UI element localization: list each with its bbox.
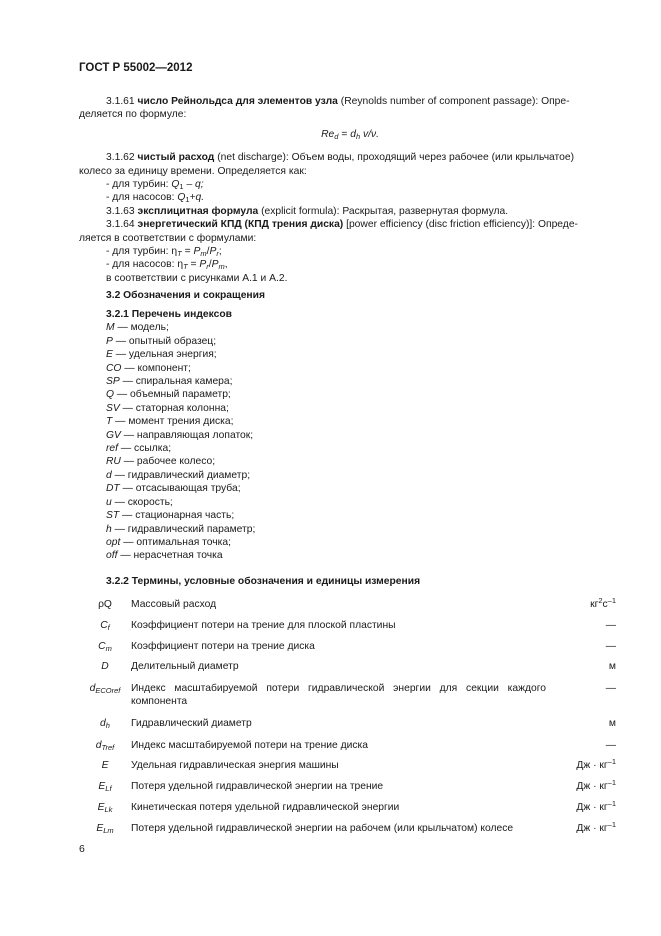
f-re-sub: d	[334, 131, 339, 141]
clause-number: 3.1.62	[106, 152, 135, 164]
index-item	[79, 335, 616, 348]
term-unit	[546, 822, 616, 843]
term-description: Делительный диаметр	[131, 661, 239, 672]
term-row	[79, 619, 616, 640]
clause-term: число Рейнольдса для элементов узла	[137, 96, 338, 107]
index-description: — объемный параметр;	[114, 389, 231, 401]
index-symbol: h	[106, 523, 112, 535]
index-description: — статорная колонна;	[119, 402, 229, 414]
index-item	[79, 442, 616, 455]
unit-main: Дж · кг	[576, 802, 608, 813]
figure-reference: в соответствии с рисунками А.1 и А.2.	[106, 272, 288, 284]
unit-exponent: –1	[607, 820, 616, 829]
eta-sub: T	[177, 249, 182, 259]
index-description: — спиральная камера;	[119, 376, 233, 388]
term-description: Коэффициент потери на трение диска	[131, 641, 315, 652]
term-unit	[546, 660, 616, 682]
term-symbol	[79, 619, 131, 640]
clause-text-cont: колесо за единицу времени. Определяется как:	[79, 165, 307, 177]
clause-term: чистый расход	[137, 152, 215, 164]
term-unit	[546, 780, 616, 801]
term-row	[79, 739, 616, 759]
term-unit	[546, 619, 616, 640]
symbol-main: E	[101, 760, 109, 771]
clause-text: (explicit formula): Раскрытая, развернутая формула.	[258, 205, 509, 217]
lbl: - для турбин:	[106, 246, 172, 258]
symbol-subscript: Lm	[103, 826, 114, 835]
unit-exponent: –1	[607, 757, 616, 766]
b-sub: m	[218, 262, 225, 272]
index-description: — удельная энергия;	[112, 349, 217, 361]
index-symbol: ST	[106, 510, 120, 522]
index-symbol: E	[106, 349, 113, 361]
terms-table	[79, 598, 616, 843]
turbine-formula	[79, 178, 616, 191]
unit-main: м	[608, 661, 616, 672]
section-3-2-2	[79, 575, 616, 588]
index-item	[79, 549, 616, 562]
index-symbol: opt	[106, 536, 121, 548]
clause-number: 3.1.63	[106, 205, 135, 217]
document-header: ГОСТ Р 55002—2012	[79, 62, 193, 74]
q: Q	[177, 192, 186, 204]
index-item	[79, 455, 616, 468]
rest: +q.	[189, 192, 205, 204]
clause-text-cont: ляется в соответствии с формулами:	[79, 232, 257, 244]
a-sub: r	[206, 262, 209, 272]
term-unit	[546, 598, 616, 619]
index-description: — гидравлический параметр;	[111, 523, 256, 535]
index-symbol: SP	[106, 376, 120, 388]
term-description: Коэффициент потери на трение для плоской пластины	[131, 620, 396, 631]
term-symbol	[79, 717, 131, 739]
unit-main: —	[605, 620, 616, 631]
index-description: — момент трения диска;	[112, 416, 234, 428]
f-d: d	[350, 128, 356, 140]
index-description: — модель;	[114, 322, 169, 334]
end: ;	[218, 246, 222, 258]
index-symbol: off	[106, 550, 118, 562]
subsection-heading: 3.2.2 Термины, условные обозначения и единицы измерения	[106, 576, 421, 587]
clause-term: энергетический КПД (КПД трения диска)	[137, 219, 344, 231]
f-d-sub: h	[355, 131, 361, 141]
index-symbol: DT	[106, 483, 120, 495]
term-row	[79, 717, 616, 739]
index-description: — ссылка;	[118, 443, 172, 455]
q-sub: 1	[179, 182, 184, 192]
term-row	[79, 640, 616, 660]
slash: /	[208, 259, 212, 271]
lbl: - для насосов:	[106, 192, 178, 204]
term-symbol	[79, 801, 131, 822]
unit-second: с	[602, 599, 608, 610]
term-description: Кинетическая потеря удельной гидравлической энергии	[131, 802, 400, 813]
section-3-2-1	[79, 308, 616, 563]
subsection-heading: 3.2.1 Перечень индексов	[106, 309, 232, 320]
clause-number: 3.1.61	[106, 96, 135, 107]
index-item	[79, 536, 616, 549]
index-description: — рабочее колесо;	[120, 456, 216, 468]
symbol-main: C	[98, 641, 106, 652]
index-item	[79, 509, 616, 522]
definitions-block	[79, 95, 616, 285]
index-symbol: M	[106, 322, 115, 334]
unit-main: Дж · кг	[576, 760, 608, 771]
term-symbol	[79, 598, 131, 619]
term-symbol	[79, 640, 131, 660]
unit-main: Дж · кг	[576, 781, 608, 792]
symbol-main: ρQ	[98, 599, 112, 610]
a-sub: m	[200, 249, 207, 259]
rest: – q;	[183, 179, 204, 191]
clause-text: [power efficiency (disc friction efficiency)]: Опреде-	[343, 219, 578, 231]
term-row	[79, 822, 616, 843]
term-symbol	[79, 759, 131, 780]
f-eq: =	[338, 128, 351, 140]
index-item	[79, 348, 616, 361]
unit-second-exponent: –1	[607, 596, 616, 605]
index-description: — оптимальная точка;	[120, 536, 231, 548]
index-symbol: d	[106, 469, 112, 481]
eq: =	[187, 259, 200, 271]
symbol-subscript: Tref	[101, 743, 115, 752]
unit-main: —	[605, 740, 616, 751]
clause-3-1-62	[79, 151, 616, 164]
index-symbol: RU	[106, 456, 121, 468]
unit-exponent: 2	[598, 596, 603, 605]
symbol-subscript: ECOref	[95, 686, 121, 695]
clause-number: 3.1.64	[106, 219, 135, 231]
term-unit	[546, 739, 616, 759]
unit-main: м	[608, 718, 616, 729]
clause-term: эксплицитная формула	[137, 205, 259, 217]
term-symbol	[79, 780, 131, 801]
index-symbol: u	[106, 496, 112, 508]
q-sub: 1	[185, 195, 190, 205]
index-description: — опытный образец;	[112, 335, 217, 347]
index-description: — направляющая лопаток;	[120, 429, 254, 441]
term-unit	[546, 640, 616, 660]
index-item	[79, 388, 616, 401]
f-tail: v/ν.	[360, 128, 379, 140]
symbol-main: E	[96, 823, 104, 834]
q: Q	[171, 179, 180, 191]
symbol-subscript: m	[105, 644, 112, 653]
index-item	[79, 429, 616, 442]
term-row	[79, 780, 616, 801]
eta: η	[171, 246, 178, 258]
turbine-efficiency-formula	[79, 245, 616, 258]
index-item	[79, 496, 616, 509]
unit-main: Дж · кг	[576, 823, 608, 834]
term-row	[79, 682, 616, 717]
term-description: Удельная гидравлическая энергия машины	[131, 760, 339, 771]
index-symbol: CO	[106, 362, 122, 374]
symbol-subscript: h	[105, 721, 110, 730]
index-description: — стационарная часть;	[119, 510, 235, 522]
symbol-main: d	[89, 683, 96, 694]
symbol-subscript: Lk	[104, 805, 113, 814]
index-symbol: SV	[106, 402, 120, 414]
clause-3-1-64	[79, 218, 616, 231]
index-item	[79, 321, 616, 334]
pump-formula	[79, 191, 616, 204]
section-3-2	[79, 289, 616, 302]
page-number: 6	[79, 843, 85, 855]
term-description: Потеря удельной гидравлической энергии на трение	[131, 781, 384, 792]
index-description: — гидравлический диаметр;	[111, 469, 251, 481]
symbol-main: C	[100, 620, 108, 631]
b: P	[209, 246, 217, 258]
term-symbol	[79, 739, 131, 759]
unit-main: —	[605, 641, 616, 652]
clause-3-1-63	[79, 205, 616, 218]
a: P	[193, 246, 201, 258]
index-symbol: P	[106, 335, 113, 347]
lbl: - для турбин:	[106, 179, 172, 191]
index-item	[79, 375, 616, 388]
term-row	[79, 660, 616, 682]
symbol-main: d	[95, 740, 102, 751]
index-item	[79, 415, 616, 428]
index-item	[79, 469, 616, 482]
symbol-subscript: f	[107, 623, 110, 632]
index-symbol: ref	[106, 443, 119, 455]
term-unit	[546, 801, 616, 822]
term-description: Потеря удельной гидравлической энергии на рабочем (или крыльчатом) колесе	[131, 823, 514, 834]
term-description: Индекс масштабируемой потери гидравлической энергии для секции каждого компонента	[131, 683, 546, 708]
clause-text-cont: деляется по формуле:	[79, 109, 187, 121]
term-description: Гидравлический диаметр	[131, 718, 252, 729]
reynolds-formula	[79, 128, 616, 141]
a: P	[199, 259, 207, 271]
indices-list	[79, 321, 616, 562]
term-symbol	[79, 822, 131, 843]
index-description: — отсасывающая труба;	[119, 483, 241, 495]
index-item	[79, 523, 616, 536]
symbol-main: E	[97, 802, 105, 813]
term-unit	[546, 759, 616, 780]
index-symbol: GV	[106, 429, 121, 441]
eta-sub: T	[183, 262, 188, 272]
unit-main: кг	[590, 599, 599, 610]
index-item	[79, 402, 616, 415]
eq: =	[181, 246, 194, 258]
f-re: Re	[321, 128, 335, 140]
symbol-main: D	[101, 661, 109, 672]
term-unit	[546, 717, 616, 739]
slash: /	[206, 246, 210, 258]
term-row	[79, 598, 616, 619]
unit-exponent: –1	[607, 799, 616, 808]
pump-efficiency-formula	[79, 258, 616, 271]
symbol-main: E	[98, 781, 106, 792]
term-row	[79, 759, 616, 780]
term-description: Массовый расход	[131, 599, 217, 610]
index-item	[79, 362, 616, 375]
lbl: - для насосов:	[106, 259, 178, 271]
section-heading: 3.2 Обозначения и сокращения	[106, 290, 265, 301]
term-row	[79, 801, 616, 822]
clause-text: (net discharge): Объем воды, проходящий через рабочее (или крыльчатое)	[214, 152, 575, 164]
term-symbol	[79, 682, 131, 717]
symbol-main: d	[100, 718, 106, 729]
clause-text: (Reynolds number of component passage): Опре-	[337, 96, 570, 107]
end: ,	[224, 259, 228, 271]
index-symbol: T	[106, 416, 113, 428]
index-description: — нерасчетная точка	[117, 550, 223, 562]
index-description: — скорость;	[111, 496, 173, 508]
index-item	[79, 482, 616, 495]
index-description: — компонент;	[121, 362, 191, 374]
b: P	[211, 259, 219, 271]
eta: η	[177, 259, 184, 271]
b-sub: r	[216, 249, 219, 259]
term-description: Индекс масштабируемой потери на трение диска	[131, 740, 369, 751]
index-symbol: Q	[106, 389, 115, 401]
clause-3-1-61	[79, 95, 616, 108]
unit-exponent: –1	[607, 778, 616, 787]
symbol-subscript: Lf	[105, 784, 112, 793]
term-symbol	[79, 660, 131, 682]
term-unit	[546, 682, 616, 717]
unit-main: —	[605, 683, 616, 694]
